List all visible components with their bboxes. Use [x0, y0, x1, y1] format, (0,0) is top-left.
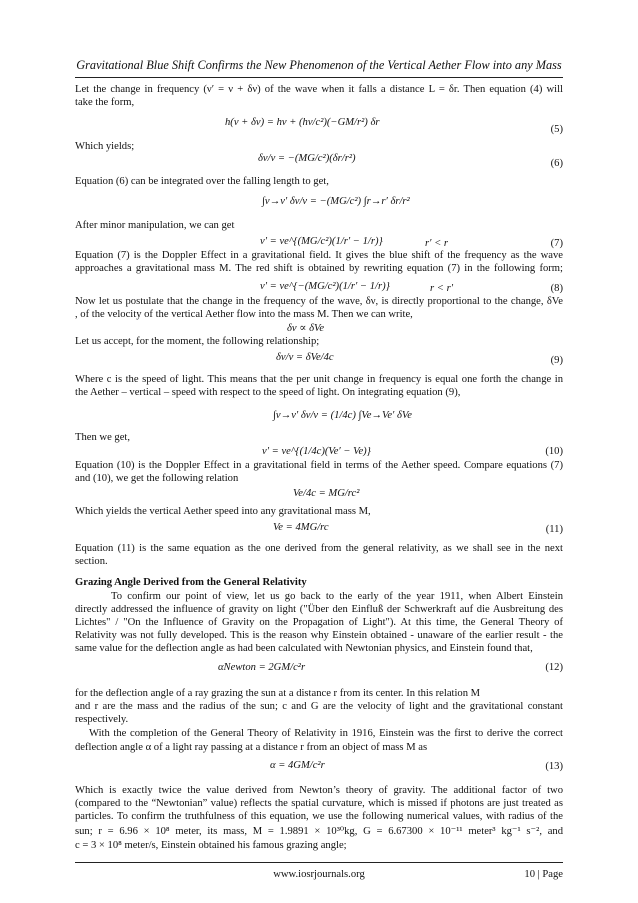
text-line: Equation (11) is the same equation as the one derived from the general relativity, as we shall see in the next — [75, 543, 563, 554]
footer-rule — [75, 862, 563, 863]
paragraph-line: Lichtes" / "On the Influence of Gravity on the Propagation of Light"). At this time, the General Theory of — [75, 617, 563, 628]
page-number: 10 | Page — [524, 869, 563, 880]
equation-9-integral: ∫ν→ν′ δν/ν = (1/4c) ∫Ve→Ve′ δVe — [273, 410, 412, 421]
paragraph-line: particles. To confirm the truthfulness of this equation, we use the following numerical values, with radius of the — [75, 811, 563, 822]
text-line: the Aether – vertical – speed with respect to the speed of light. On integrating equation (9), — [75, 387, 461, 398]
eq-number-7: (7) — [550, 238, 563, 249]
eq-number-8: (8) — [550, 283, 563, 294]
text-line: Let us accept, for the moment, the following relationship; — [75, 336, 320, 347]
paragraph-line: Which is exactly twice the value derived from Newton’s theory of gravity. The additional factor of two — [75, 785, 563, 796]
running-header: Gravitational Blue Shift Confirms the New Phenomenon of the Vertical Aether Flow into any Mass — [76, 58, 562, 72]
paragraph-line: directly addressed the influence of gravity on light ("Über den Einfluß der Schwerkraft auf die Ausbreitung des — [75, 604, 563, 615]
paragraph-line: sun; r = 6.96 × 10⁸ meter, its mass, M = 1.9891 × 10³⁰kg, G = 6.67300 × 10⁻¹¹ meter³ kg⁻¹ s⁻², and — [75, 826, 563, 837]
text-line: Equation (6) can be integrated over the falling length to get, — [75, 176, 329, 187]
paragraph-line: (compared to the “Newtonian” value) reflects the spatial curvature, which is missed if photons are just treated as — [75, 798, 563, 809]
paragraph-line: deflection angle α of a light ray passing at a distance r from an object of mass M as — [75, 742, 428, 753]
equation-7: ν′ = νe^{(MG/c²)(1/r′ − 1/r)} — [260, 236, 383, 247]
equation-proportional: δν ∝ δVe — [287, 323, 325, 334]
text-line: Which yields the vertical Aether speed into any gravitational mass M, — [75, 506, 371, 517]
eq-number-13: (13) — [545, 761, 563, 772]
text-line: Let the change in frequency (ν′ = ν + δν) of the wave when it falls a distance L = δr. Then equation (4) will — [75, 84, 563, 95]
paragraph-line: To confirm our point of view, let us go back to the early of the year 1911, when Albert Einstein — [111, 591, 563, 602]
text-line: Which yields; — [75, 141, 135, 152]
paragraph-line: Relativity was not fully developed. This is the reason why Einstein obtained - unaware of the earlier result - the — [75, 630, 563, 641]
section-heading: Grazing Angle Derived from the General Relativity — [75, 577, 307, 588]
text-line: Then we get, — [75, 432, 131, 443]
paragraph-line: and r are the mass and the radius of the sun; c and G are the velocity of light and the gravitational constant — [75, 701, 563, 712]
equation-8: ν′ = νe^{−(MG/c²)(1/r′ − 1/r)} — [260, 281, 390, 292]
eq-number-5: (5) — [550, 124, 563, 135]
equation-12: αNewton = 2GM/c²r — [218, 662, 306, 673]
paragraph-line: for the deflection angle of a ray grazing the sun at a distance r from its center. In this relation M — [75, 688, 481, 699]
text-line: Equation (7) is the Doppler Effect in a gravitational field. It gives the blue shift of the frequency as the wave — [75, 250, 563, 261]
condition-7: r′ < r — [425, 238, 449, 249]
text-line: section. — [75, 556, 108, 567]
equation-10: ν′ = νe^{(1/4c)(Ve′ − Ve)} — [262, 446, 371, 457]
text-line: Equation (10) is the Doppler Effect in a gravitational field in terms of the Aether speed. Compare equations (7) — [75, 460, 563, 471]
text-line: and (10), we get the following relation — [75, 473, 239, 484]
equation-5: h(ν + δν) = hν + (hν/c²)(−GM/r²) δr — [225, 117, 380, 128]
eq-number-10: (10) — [545, 446, 563, 457]
equation-relation: Ve/4c = MG/rc² — [293, 488, 360, 499]
journal-url[interactable]: www.iosrjournals.org — [273, 869, 365, 880]
header-rule — [75, 77, 563, 78]
text-line: Where c is the speed of light. This means that the per unit change in frequency is equal one forth the change in — [75, 374, 563, 385]
text-line: After minor manipulation, we can get — [75, 220, 235, 231]
text-line: Now let us postulate that the change in the frequency of the wave, δν, is directly proportional to the change, δVe — [75, 296, 563, 307]
equation-6-integral: ∫ν→ν′ δν/ν = −(MG/c²) ∫r→r′ δr/r² — [262, 196, 410, 207]
equation-11: Ve = 4MG/rc — [273, 522, 329, 533]
eq-number-6: (6) — [550, 158, 563, 169]
paragraph-line: With the completion of the General Theory of Relativity in 1916, Einstein was the first to derive the correct — [89, 728, 563, 739]
equation-6: δν/ν = −(MG/c²)(δr/r²) — [258, 153, 356, 164]
equation-13: α = 4GM/c²r — [270, 760, 325, 771]
eq-number-12: (12) — [545, 662, 563, 673]
text-line: take the form, — [75, 97, 135, 108]
condition-8: r < r′ — [430, 283, 454, 294]
text-line: , of the velocity of the vertical Aether flow into the mass M. Then we can write, — [75, 309, 413, 320]
text-line: approaches a gravitational mass M. The red shift is obtained by rewriting equation (7) in the following form; — [75, 263, 563, 274]
eq-number-9: (9) — [550, 355, 563, 366]
paragraph-line: c = 3 × 10⁸ meter/s, Einstein obtained his famous grazing angle; — [75, 840, 347, 851]
paragraph-line: respectively. — [75, 714, 129, 725]
equation-9: δν/ν = δVe/4c — [276, 352, 334, 363]
eq-number-11: (11) — [545, 524, 563, 535]
paragraph-line: same value for the deflection angle as had been calculated with Newtonian physics, and Einstein found that, — [75, 643, 533, 654]
